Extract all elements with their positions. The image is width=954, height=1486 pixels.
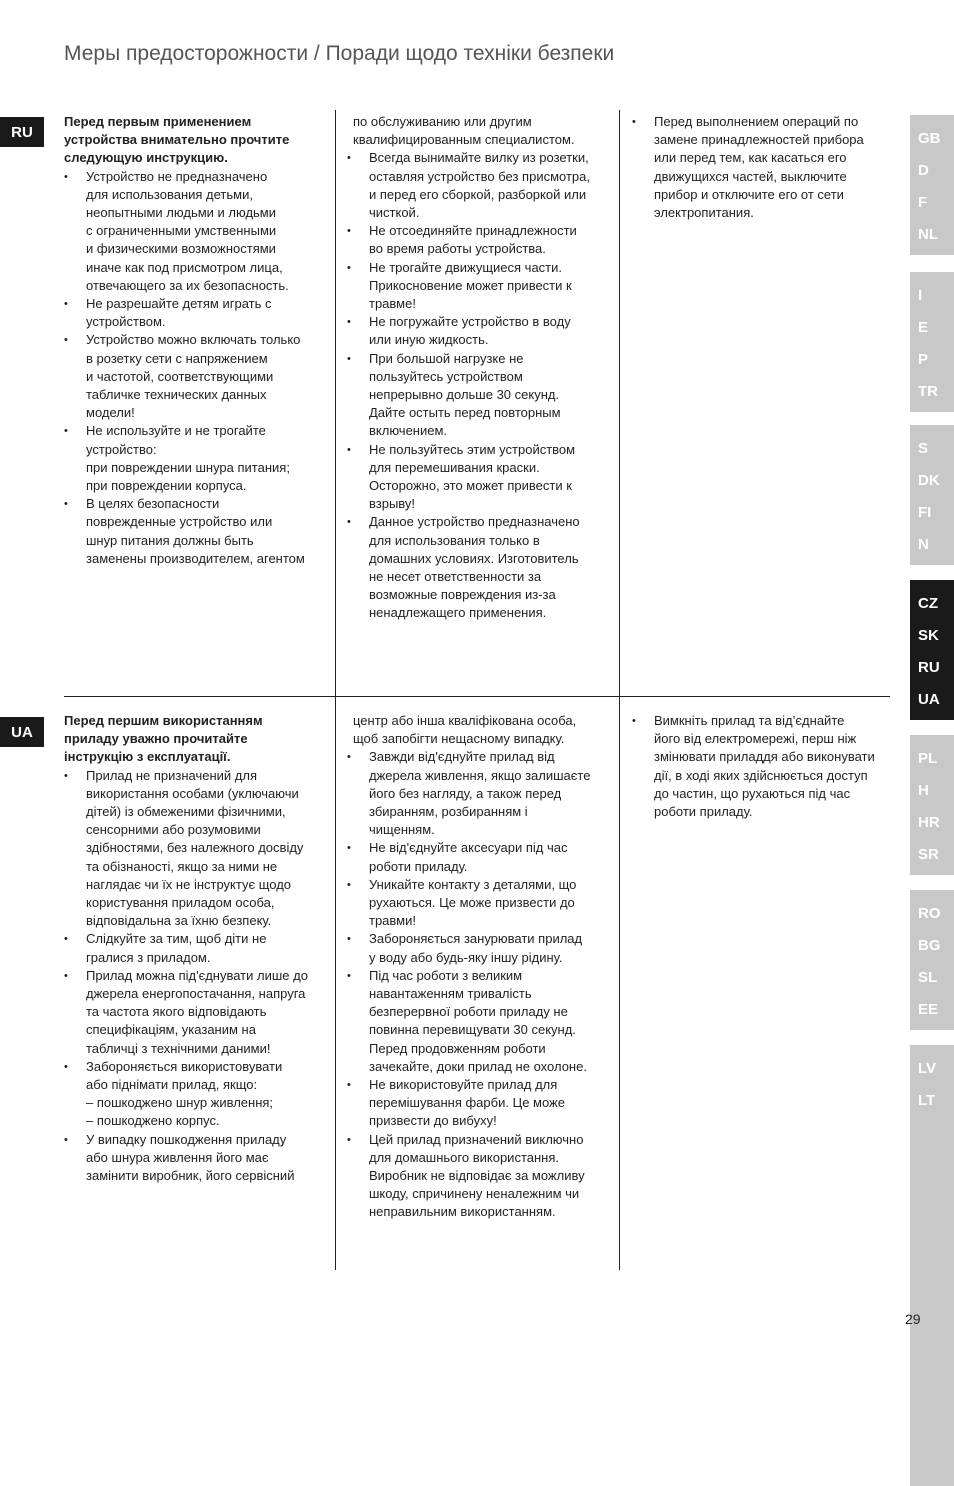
ua-col2-list <box>347 712 611 1222</box>
language-tag-ru: RU <box>0 117 44 147</box>
language-code: SR <box>918 846 939 863</box>
language-tag-ua: UA <box>0 717 44 747</box>
language-code: H <box>918 782 929 799</box>
language-code: FI <box>918 504 932 521</box>
bullet-item: • Цей прилад призначений виключно для домашнього використання. Виробник не відповідає за можливу шкоду, спричинену неналежним чи неправильним використанням. <box>347 1131 611 1222</box>
ua-column-3 <box>632 712 884 821</box>
bullet-item: • Не від'єднуйте аксесуари під час роботи приладу. <box>347 839 611 875</box>
language-code: D <box>918 162 929 179</box>
language-code: EE <box>918 1001 939 1018</box>
language-code: E <box>918 319 929 336</box>
continued-text: по обслуживанию или другим квалифицированным специалистом. <box>353 114 575 148</box>
bullet-item: • Не отсоединяйте принадлежности во время работы устройства. <box>347 222 611 258</box>
language-code: RU <box>918 659 940 676</box>
ua-lead-text: Перед першим використанням приладу уважно прочитайте інструкцію з експлуатації. <box>64 713 263 765</box>
bullet-item: • Не погружайте устройство в воду или иную жидкость. <box>347 313 611 349</box>
language-code: UA <box>918 691 940 708</box>
language-code: RO <box>918 905 941 922</box>
language-group <box>910 890 954 1030</box>
language-code: F <box>918 194 928 211</box>
ru-column-2 <box>347 113 611 623</box>
language-group <box>910 115 954 255</box>
language-code: NL <box>918 226 938 243</box>
bullet-item: • Прилад не призначений для використання особами (уключаючи дітей) із обмеженими фізичними, сенсорними або розумовими здібностями, без належного досвіду та обізнаності, якщо за ними не наглядає чи їх не інструктує щодо користування приладом особа, відповідальна за їхню безпеку. <box>64 767 326 931</box>
language-code: LV <box>918 1060 937 1077</box>
bullet-item: • Прилад можна під'єднувати лише до джерела енергопостачання, напруга та частота якого відповідають специфікаціям, указаним на табличці з технічними даними! <box>64 967 326 1058</box>
bullet-item: • Перед выполнением операций по замене принадлежностей прибора или перед тем, как касаться его движущихся частей, выключите прибор и отключите его от сети электропитания. <box>632 113 884 222</box>
bullet-item: • Уникайте контакту з деталями, що рухаються. Це може призвести до травми! <box>347 876 611 931</box>
language-code: N <box>918 536 929 553</box>
bullet-item: • Всегда вынимайте вилку из розетки, оставляя устройство без присмотра, и перед его сборкой, разборкой или чисткой. <box>347 149 611 222</box>
column-divider <box>619 697 620 1270</box>
ru-col3-list <box>632 113 884 222</box>
continued-text: центр або інша кваліфікована особа, щоб запобігти нещасному випадку. <box>353 713 577 747</box>
language-code: S <box>918 440 929 457</box>
ru-column-1 <box>64 113 326 568</box>
bullet-item: • Не використовуйте прилад для перемішування фарби. Це може призвести до вибуху! <box>347 1076 611 1131</box>
bullet-item: • Устройство можно включать только в розетку сети с напряжением и частотой, соответствующими табличке технических данных модели! <box>64 331 326 422</box>
section-divider <box>64 696 890 697</box>
column-divider <box>335 110 336 696</box>
language-code: DK <box>918 472 940 489</box>
column-divider <box>619 110 620 696</box>
language-code: LT <box>918 1092 936 1109</box>
bullet-item: • Не пользуйтесь этим устройством для перемешивания краски. Осторожно, это может привести к взрыву! <box>347 441 611 514</box>
language-group <box>910 1045 954 1486</box>
bullet-item: • Не трогайте движущиеся части. Прикосновение может привести к травме! <box>347 259 611 314</box>
language-code: P <box>918 351 929 368</box>
bullet-item: • У випадку пошкодження приладу або шнура живлення його має замінити виробник, його сервісний <box>64 1131 326 1186</box>
language-group <box>910 580 954 720</box>
language-code: CZ <box>918 595 938 612</box>
language-code: I <box>918 287 923 304</box>
bullet-item: • Забороняється використовувати або піднімати прилад, якщо: – пошкоджено шнур живлення; – пошкоджено корпус. <box>64 1058 326 1131</box>
language-code: SK <box>918 627 939 644</box>
bullet-item: • Під час роботи з великим навантаженням тривалість безперервної роботи приладу не повинна перевищувати 30 секунд. Перед продовженням роботи зачекайте, доки прилад не охолоне. <box>347 967 611 1076</box>
ua-col1-list <box>64 767 326 1186</box>
bullet-item: • Завжди від'єднуйте прилад від джерела живлення, якщо залишаєте його без нагляду, а також перед збиранням, розбиранням і чищенням. <box>347 748 611 839</box>
language-code: TR <box>918 383 938 400</box>
language-code: SL <box>918 969 938 986</box>
bullet-item: • При большой нагрузке не пользуйтесь устройством непрерывно дольше 30 секунд. Дайте остыть перед повторным включением. <box>347 350 611 441</box>
language-code: HR <box>918 814 940 831</box>
language-group <box>910 425 954 565</box>
bullet-item: • Данное устройство предназначено для использования только в домашних условиях. Изготовитель не несет ответственности за возможные повреждения из-за ненадлежащего применения. <box>347 513 611 622</box>
bullet-item: • Слідкуйте за тим, щоб діти не гралися з приладом. <box>64 930 326 966</box>
language-group <box>910 272 954 412</box>
bullet-item: • Не разрешайте детям играть с устройством. <box>64 295 326 331</box>
ua-col3-list <box>632 712 884 821</box>
ua-column-1 <box>64 712 326 1185</box>
bullet-item: • Устройство не предназначено для использования детьми, неопытными людьми и людьми с ограниченными умственными и физическими возможностями иначе как под присмотром лица, отвечающего за их безопасность. <box>64 168 326 295</box>
ru-column-3 <box>632 113 884 222</box>
bullet-item: • В целях безопасности поврежденные устройство или шнур питания должны быть заменены производителем, агентом <box>64 495 326 568</box>
bullet-item: • Забороняється занурювати прилад у воду або будь-яку іншу рідину. <box>347 930 611 966</box>
column-divider <box>335 697 336 1270</box>
bullet-item: • Вимкніть прилад та від’єднайте його від електромережі, перш ніж змінювати приладдя або виконувати дії, в ході яких здійснюється доступ до частин, що рухаються під час роботи приладу. <box>632 712 884 821</box>
bullet-item: • Не используйте и не трогайте устройство: при повреждении шнура питания; при повреждении корпуса. <box>64 422 326 495</box>
language-code: PL <box>918 750 938 767</box>
ru-col1-list <box>64 168 326 568</box>
ua-column-2 <box>347 712 611 1222</box>
language-group <box>910 735 954 875</box>
language-code: BG <box>918 937 941 954</box>
page-title: Меры предосторожности / Поради щодо техніки безпеки <box>64 42 615 65</box>
page-number: 29 <box>905 1311 921 1327</box>
ru-col2-list <box>347 113 611 623</box>
language-code: GB <box>918 130 941 147</box>
ru-lead-text: Перед первым применением устройства внимательно прочтите следующую инструкцию. <box>64 114 290 166</box>
